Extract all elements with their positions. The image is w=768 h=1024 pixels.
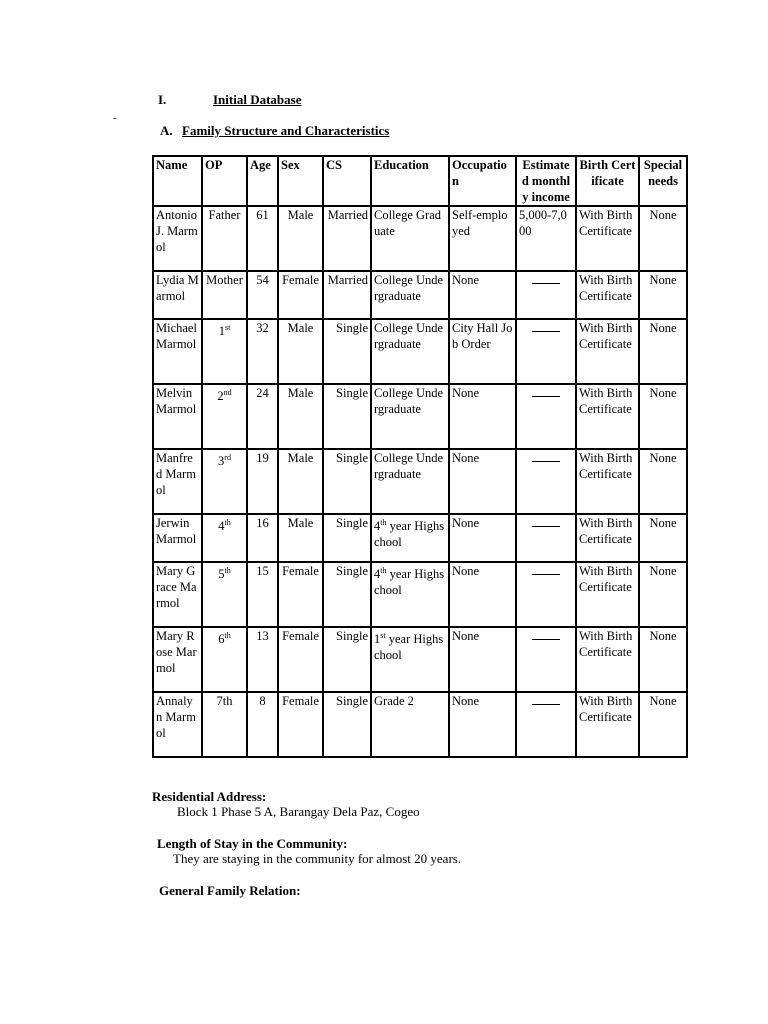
- cell-special-needs: None: [639, 206, 687, 271]
- cell-special-needs: None: [639, 271, 687, 319]
- education-text: year Highschool: [374, 567, 445, 598]
- cell-birth-certificate: With Birth Certificate: [576, 562, 639, 627]
- section-number: I.: [158, 92, 167, 107]
- cell-cs: Single: [323, 627, 371, 692]
- education-level: 4: [374, 567, 381, 582]
- education-text: College Undergraduate: [374, 386, 444, 416]
- table-row: [153, 384, 687, 449]
- cell-income: [516, 319, 576, 384]
- cell-sex: Female: [278, 271, 323, 319]
- op-value: Mother: [206, 273, 243, 287]
- header-birth-certificate: Birth Certificate: [576, 156, 639, 206]
- cell-birth-certificate: With Birth Certificate: [576, 384, 639, 449]
- cell-education: [371, 692, 449, 757]
- blank-line: [532, 517, 560, 527]
- cell-sex: Male: [278, 319, 323, 384]
- cell-op: [202, 449, 247, 514]
- table-row: [153, 514, 687, 562]
- family-structure-table: [152, 155, 688, 758]
- cell-op: [202, 562, 247, 627]
- cell-age: 61: [247, 206, 278, 271]
- cell-special-needs: None: [639, 627, 687, 692]
- header-name: Name: [153, 156, 202, 206]
- blank-line: [532, 565, 560, 575]
- table-row: [153, 206, 687, 271]
- cell-name: Lydia Marmol: [153, 271, 202, 319]
- header-cs: CS: [323, 156, 371, 206]
- cell-sex: Male: [278, 449, 323, 514]
- cell-cs: Single: [323, 562, 371, 627]
- education-text: year Highschool: [374, 632, 444, 663]
- header-age: Age: [247, 156, 278, 206]
- cell-birth-certificate: With Birth Certificate: [576, 319, 639, 384]
- cell-occupation: None: [449, 271, 516, 319]
- cell-special-needs: None: [639, 319, 687, 384]
- cell-cs: Single: [323, 449, 371, 514]
- cell-education: [371, 271, 449, 319]
- cell-cs: Married: [323, 206, 371, 271]
- table-row: [153, 319, 687, 384]
- cell-occupation: None: [449, 562, 516, 627]
- cell-birth-certificate: With Birth Certificate: [576, 514, 639, 562]
- subsection-title: Family Structure and Characteristics: [182, 123, 390, 138]
- cell-sex: Female: [278, 627, 323, 692]
- cell-sex: Female: [278, 562, 323, 627]
- education-text: Grade 2: [374, 694, 414, 708]
- education-suffix: th: [380, 566, 387, 575]
- cell-name: Manfred Marmol: [153, 449, 202, 514]
- stay-value: They are staying in the community for almost 20 years.: [173, 851, 462, 866]
- cell-name: Mary Grace Marmol: [153, 562, 202, 627]
- op-suffix: th: [224, 631, 231, 640]
- cell-age: 13: [247, 627, 278, 692]
- cell-special-needs: None: [639, 384, 687, 449]
- section-heading: [158, 92, 301, 108]
- op-suffix: st: [224, 323, 231, 332]
- education-text: College Undergraduate: [374, 273, 444, 303]
- cell-name: Michael Marmol: [153, 319, 202, 384]
- cell-income: [516, 384, 576, 449]
- cell-birth-certificate: With Birth Certificate: [576, 271, 639, 319]
- header-occupation: Occupation: [449, 156, 516, 206]
- cell-income: [516, 271, 576, 319]
- cell-income: 5,000-7,000: [516, 206, 576, 271]
- education-suffix: th: [380, 518, 387, 527]
- op-value: 7th: [216, 694, 233, 708]
- cell-op: [202, 206, 247, 271]
- cell-sex: Male: [278, 514, 323, 562]
- cell-sex: Male: [278, 206, 323, 271]
- op-value: 1: [218, 324, 225, 339]
- cell-age: 32: [247, 319, 278, 384]
- op-value: 2: [217, 389, 224, 404]
- education-text: College Undergraduate: [374, 451, 444, 481]
- cell-income: [516, 562, 576, 627]
- relation-label: General Family Relation:: [159, 883, 301, 898]
- header-education: Education: [371, 156, 449, 206]
- cell-education: [371, 514, 449, 562]
- op-value: 5: [218, 567, 225, 582]
- cell-birth-certificate: With Birth Certificate: [576, 206, 639, 271]
- table-header-row: [153, 156, 687, 206]
- header-op: OP: [202, 156, 247, 206]
- education-text: year Highschool: [374, 519, 445, 550]
- education-suffix: st: [380, 631, 386, 640]
- education-text: College Undergraduate: [374, 321, 444, 351]
- cell-op: [202, 271, 247, 319]
- stray-mark: -: [113, 112, 117, 124]
- cell-cs: Married: [323, 271, 371, 319]
- table-row: [153, 449, 687, 514]
- cell-occupation: None: [449, 449, 516, 514]
- cell-op: [202, 319, 247, 384]
- op-suffix: th: [224, 518, 231, 527]
- section-title: Initial Database: [213, 92, 302, 107]
- cell-sex: Female: [278, 692, 323, 757]
- cell-income: [516, 449, 576, 514]
- blank-line: [532, 630, 560, 640]
- education-text: College Graduate: [374, 208, 441, 238]
- cell-special-needs: None: [639, 514, 687, 562]
- blank-line: [532, 274, 560, 284]
- op-value: 6: [218, 632, 225, 647]
- cell-name: Melvin Marmol: [153, 384, 202, 449]
- cell-cs: Single: [323, 319, 371, 384]
- cell-income: [516, 514, 576, 562]
- cell-occupation: None: [449, 514, 516, 562]
- op-value: 4: [218, 519, 225, 534]
- table-row: [153, 627, 687, 692]
- header-income: Estimated monthly income: [516, 156, 576, 206]
- op-value: Father: [208, 208, 241, 222]
- residential-value: Block 1 Phase 5 A, Barangay Dela Paz, Cogeo: [177, 804, 420, 819]
- cell-occupation: None: [449, 692, 516, 757]
- table-row: [153, 271, 687, 319]
- op-suffix: th: [224, 566, 231, 575]
- op-value: 3: [218, 454, 225, 469]
- cell-education: [371, 384, 449, 449]
- cell-name: Mary Rose Marmol: [153, 627, 202, 692]
- blank-line: [532, 387, 560, 397]
- cell-age: 15: [247, 562, 278, 627]
- blank-line: [532, 322, 560, 332]
- subsection-heading: [160, 123, 389, 139]
- cell-op: [202, 627, 247, 692]
- cell-education: [371, 206, 449, 271]
- cell-education: [371, 449, 449, 514]
- cell-special-needs: None: [639, 562, 687, 627]
- cell-age: 54: [247, 271, 278, 319]
- cell-education: [371, 562, 449, 627]
- cell-name: Jerwin Marmol: [153, 514, 202, 562]
- table-row: [153, 562, 687, 627]
- subsection-letter: A.: [160, 123, 173, 138]
- stay-label: Length of Stay in the Community:: [157, 836, 348, 851]
- cell-op: [202, 692, 247, 757]
- cell-birth-certificate: With Birth Certificate: [576, 692, 639, 757]
- cell-occupation: Self-employed: [449, 206, 516, 271]
- cell-age: 16: [247, 514, 278, 562]
- cell-special-needs: None: [639, 449, 687, 514]
- blank-line: [532, 452, 560, 462]
- cell-special-needs: None: [639, 692, 687, 757]
- cell-cs: Single: [323, 514, 371, 562]
- cell-op: [202, 384, 247, 449]
- education-level: 4: [374, 519, 381, 534]
- table-row: [153, 692, 687, 757]
- cell-cs: Single: [323, 384, 371, 449]
- cell-sex: Male: [278, 384, 323, 449]
- cell-education: [371, 319, 449, 384]
- cell-birth-certificate: With Birth Certificate: [576, 449, 639, 514]
- blank-line: [532, 695, 560, 705]
- cell-op: [202, 514, 247, 562]
- cell-occupation: None: [449, 627, 516, 692]
- header-special-needs: Special needs: [639, 156, 687, 206]
- cell-name: Annalyn Marmol: [153, 692, 202, 757]
- cell-occupation: None: [449, 384, 516, 449]
- cell-age: 24: [247, 384, 278, 449]
- cell-name: Antonio J. Marmol: [153, 206, 202, 271]
- cell-cs: Single: [323, 692, 371, 757]
- op-suffix: nd: [223, 388, 232, 397]
- cell-age: 19: [247, 449, 278, 514]
- education-level: 1: [374, 632, 381, 647]
- cell-education: [371, 627, 449, 692]
- cell-occupation: City Hall Job Order: [449, 319, 516, 384]
- cell-income: [516, 692, 576, 757]
- cell-age: 8: [247, 692, 278, 757]
- cell-income: [516, 627, 576, 692]
- residential-label: Residential Address:: [152, 789, 267, 804]
- cell-birth-certificate: With Birth Certificate: [576, 627, 639, 692]
- header-sex: Sex: [278, 156, 323, 206]
- op-suffix: rd: [224, 453, 231, 462]
